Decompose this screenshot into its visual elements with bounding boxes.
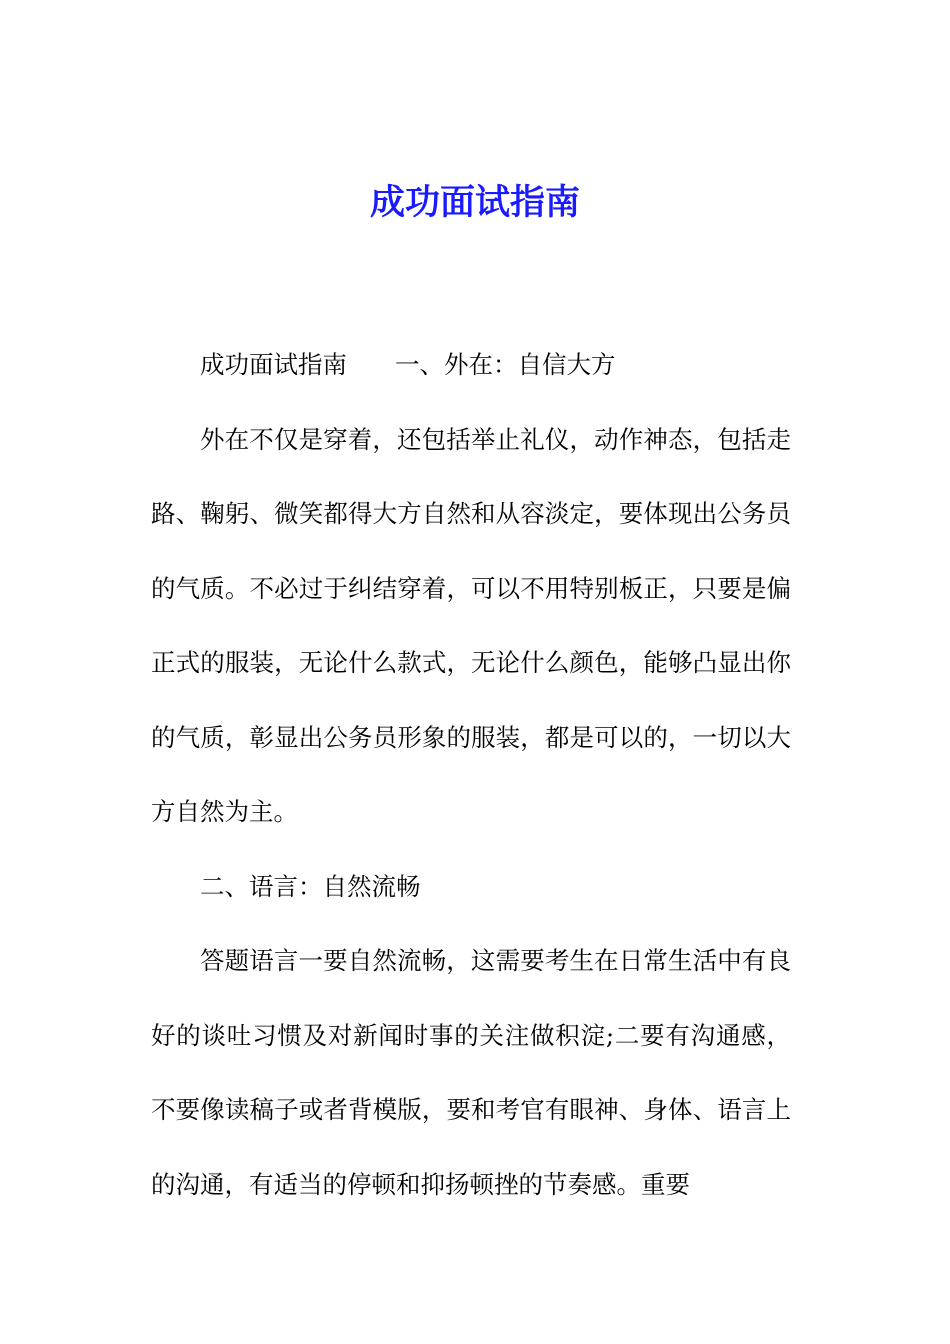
intro-title: 成功面试指南 xyxy=(200,350,347,379)
document-title: 成功面试指南 xyxy=(369,182,580,223)
section1-body: 外在不仅是穿着，还包括举止礼仪，动作神态，包括走路、鞠躬、微笑都得大方自然和从容淡定，要体现出公务员的气质。不必过于纠结穿着，可以不用特别板正，只要是偏正式的服装，无论什么款式，无论什么颜色，能够凸显出你的气质，彰显出公务员形象的服装，都是可以的，一切以大方自然为主。 xyxy=(151,424,791,826)
section2-heading: 二、语言：自然流畅 xyxy=(200,871,421,901)
document-body xyxy=(151,328,791,1222)
intro-paragraph xyxy=(151,328,791,403)
section2-body: 答题语言一要自然流畅，这需要考生在日常生活中有良好的谈吐习惯及对新闻时事的关注做积淀;二要有沟通感，不要像读稿子或者背模版，要和考官有眼神、身体、语言上的沟通，有适当的停顿和抑扬顿挫的节奏感。重要 xyxy=(151,946,791,1199)
section1-heading: 一、外在：自信大方 xyxy=(395,350,616,379)
